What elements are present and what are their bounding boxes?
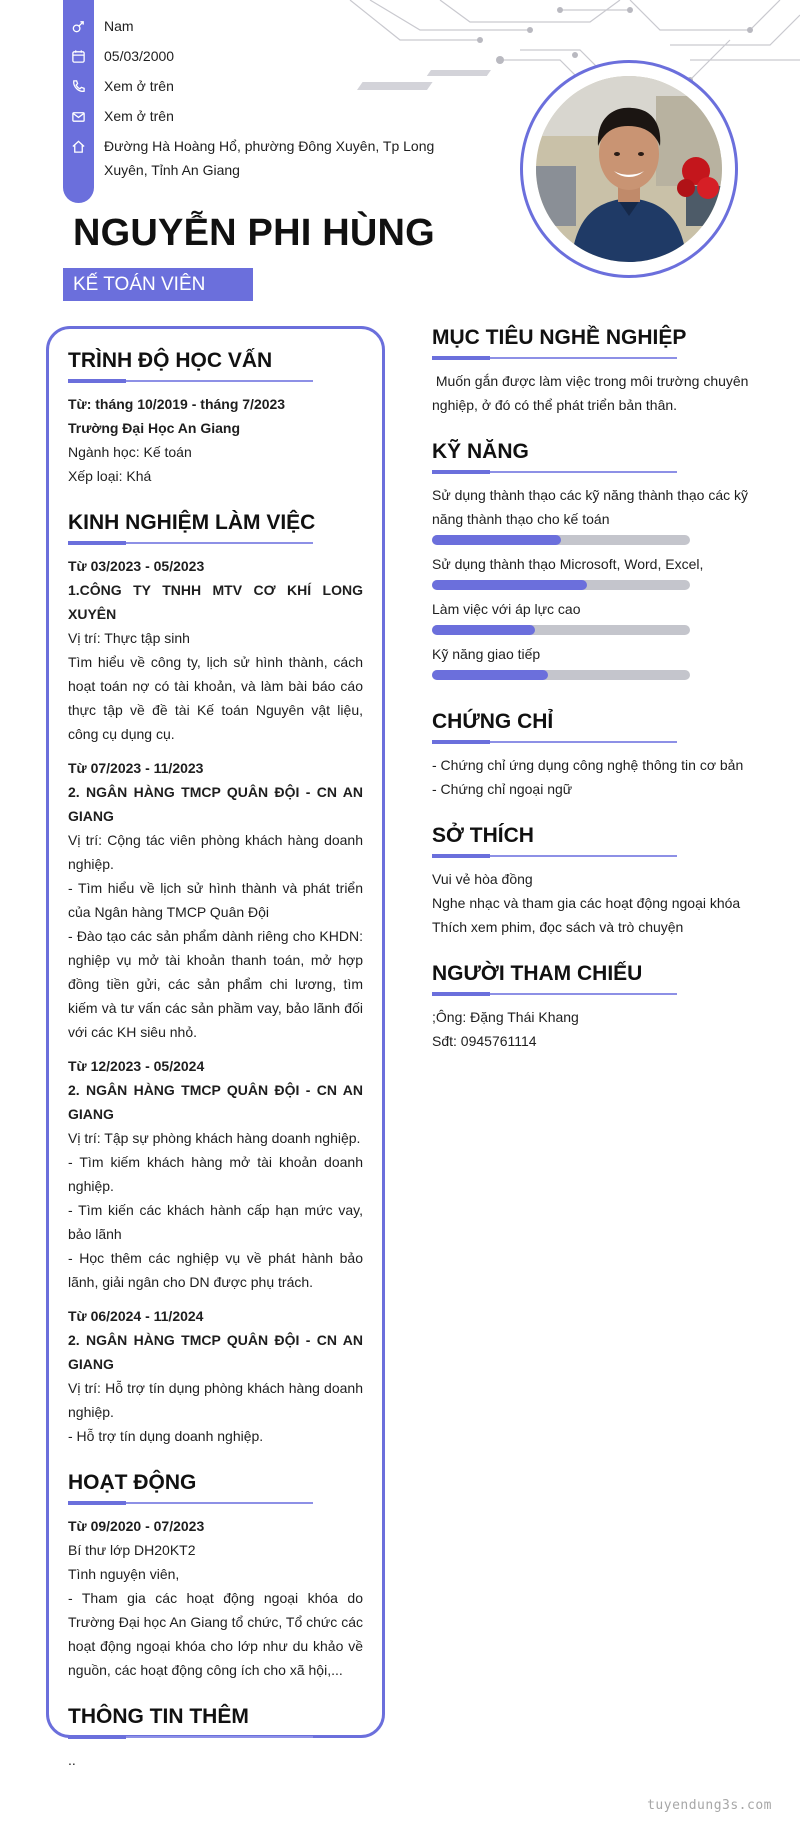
address-row [63, 134, 483, 182]
experience-line: Vị trí: Thực tập sinh [68, 630, 190, 646]
experience-line: Vị trí: Tập sự phòng khách hàng doanh nghiệp. [68, 1130, 361, 1146]
gender-icon [63, 14, 94, 38]
section-underline [432, 471, 677, 473]
certificate-item: - Chứng chỉ ngoại ngữ [432, 781, 573, 797]
activities-period: Từ 09/2020 - 07/2023 [68, 1518, 205, 1534]
activities-line: - Tham gia các hoạt động ngoại khóa do Trường Đại học An Giang tổ chức, Tổ chức các hoạt động ngoại khóa cho lớp như du khảo về nguồn, các hoạt động công ích cho xã hội,... [68, 1590, 363, 1678]
experience-line: Vị trí: Hỗ trợ tín dụng phòng khách hàng doanh nghiệp. [68, 1380, 363, 1420]
hobbies-title: SỞ THÍCH [432, 824, 534, 847]
experience-line: - Tìm kiến các khách hành cấp hạn mức vay, bảo lãnh [68, 1202, 363, 1242]
experience-section [68, 508, 363, 1448]
education-title: TRÌNH ĐỘ HỌC VẤN [68, 349, 273, 372]
skill-bar [432, 670, 690, 680]
birthdate-text: 05/03/2000 [104, 48, 175, 64]
skill-bar [432, 535, 690, 545]
section-underline [432, 357, 677, 359]
address-text: Đường Hà Hoàng Hổ, phường Đông Xuyên, Tp Long Xuyên, Tỉnh An Giang [104, 138, 435, 178]
experience-entry [68, 756, 363, 1044]
birthdate-row [63, 44, 483, 74]
skill-bar-fill [432, 535, 561, 545]
experience-entry [68, 554, 363, 746]
experience-entry [68, 1054, 363, 1294]
phone-icon [63, 74, 94, 98]
section-underline [432, 741, 677, 743]
personal-info-list [63, 14, 483, 182]
reference-item: ;Ông: Đặng Thái Khang [432, 1009, 579, 1025]
certificates-section [432, 707, 762, 801]
experience-line: - Đào tạo các sản phẩm dành riêng cho KHDN: nghiệp vụ mở tài khoản thanh toán, mở hợp đồng tiền gửi, các sản phẩm chi lương, tìm kiếm và tư vấn các sản phầm vay, bảo lãnh đối với các KH siêu nhỏ. [68, 928, 363, 1040]
experience-line: Vị trí: Cộng tác viên phòng khách hàng doanh nghiệp. [68, 832, 363, 872]
section-underline [68, 1502, 313, 1504]
gender-text: Nam [104, 18, 134, 34]
mail-icon [63, 104, 94, 128]
certificate-item: - Chứng chỉ ứng dụng công nghệ thông tin cơ bản [432, 757, 744, 773]
phone-text: Xem ở trên [104, 78, 174, 94]
section-underline [432, 993, 677, 995]
email-row [63, 104, 483, 134]
skill-item [432, 483, 762, 545]
skill-bar [432, 580, 690, 590]
education-period: Từ: tháng 10/2019 - tháng 7/2023 [68, 396, 286, 412]
education-school: Trường Đại Học An Giang [68, 420, 241, 436]
experience-company: 2. NGÂN HÀNG TMCP QUÂN ĐỘI - CN AN GIANG [68, 1332, 363, 1372]
skill-label: Làm việc với áp lực cao [432, 601, 581, 617]
avatar [536, 76, 722, 262]
experience-line: - Tìm hiểu về lịch sử hình thành và phát triển của Ngân hàng TMCP Quân Đội [68, 880, 363, 920]
skill-item [432, 597, 762, 635]
gender-row [63, 14, 483, 44]
reference-item: Sđt: 0945761114 [432, 1033, 537, 1049]
experience-line: - Hỗ trợ tín dụng doanh nghiệp. [68, 1428, 264, 1444]
phone-row [63, 74, 483, 104]
candidate-name: NGUYỄN PHI HÙNG [73, 212, 435, 254]
certificates-title: CHỨNG CHỈ [432, 710, 554, 733]
experience-period: Từ 03/2023 - 05/2023 [68, 558, 205, 574]
experience-title: KINH NGHIỆM LÀM VIỆC [68, 511, 316, 534]
references-section [432, 959, 762, 1053]
experience-period: Từ 06/2024 - 11/2024 [68, 1308, 204, 1324]
experience-period: Từ 07/2023 - 11/2023 [68, 760, 204, 776]
email-text: Xem ở trên [104, 108, 174, 124]
skill-label: Sử dụng thành thạo Microsoft, Word, Excel, [432, 556, 704, 572]
hobbies-section [432, 821, 762, 939]
skill-bar [432, 625, 690, 635]
education-section [68, 346, 363, 488]
experience-entry [68, 1304, 363, 1448]
skill-item [432, 552, 762, 590]
section-underline [68, 1736, 313, 1738]
activities-line: Tình nguyện viên, [68, 1566, 180, 1582]
left-column [68, 346, 363, 1772]
additional-info-title: THÔNG TIN THÊM [68, 1705, 249, 1728]
skill-label: Kỹ năng giao tiếp [432, 646, 541, 662]
skills-section [432, 437, 762, 680]
job-title-badge: KẾ TOÁN VIÊN [63, 268, 253, 301]
home-icon [63, 134, 94, 158]
calendar-icon [63, 44, 94, 68]
skill-bar-fill [432, 625, 535, 635]
objective-text: Muốn gắn được làm việc trong môi trường chuyên nghiệp, ở đó có thể phát triển bản thân. [432, 373, 753, 413]
additional-info-section [68, 1702, 363, 1772]
objective-section [432, 323, 762, 417]
activities-line: Bí thư lớp DH20KT2 [68, 1542, 196, 1558]
section-underline [68, 380, 313, 382]
watermark: tuyendung3s.com [647, 1798, 772, 1813]
hobby-item: Vui vẻ hòa đồng [432, 871, 533, 887]
experience-period: Từ 12/2023 - 05/2024 [68, 1058, 205, 1074]
education-grade: Xếp loại: Khá [68, 468, 152, 484]
additional-info-text: .. [68, 1752, 76, 1768]
experience-company: 1.CÔNG TY TNHH MTV CƠ KHÍ LONG XUYÊN [68, 582, 363, 622]
experience-line: - Tìm kiếm khách hàng mở tài khoản doanh nghiệp. [68, 1154, 363, 1194]
references-title: NGƯỜI THAM CHIẾU [432, 962, 643, 985]
hobby-item: Nghe nhạc và tham gia các hoạt động ngoại khóa [432, 895, 741, 911]
avatar-frame [520, 60, 738, 278]
skill-label: Sử dụng thành thạo các kỹ năng thành thạo các kỹ năng thành thạo cho kế toán [432, 487, 749, 527]
skill-item [432, 642, 762, 680]
skill-bar-fill [432, 670, 548, 680]
activities-section [68, 1468, 363, 1682]
right-column [432, 323, 762, 1053]
skill-bar-fill [432, 580, 587, 590]
activities-title: HOẠT ĐỘNG [68, 1471, 197, 1494]
experience-company: 2. NGÂN HÀNG TMCP QUÂN ĐỘI - CN AN GIANG [68, 1082, 363, 1122]
experience-line: Tìm hiểu về công ty, lịch sử hình thành, cách hoạt toán nợ có tài khoản, và làm bài báo cáo thực tập về đề tài Kế toán Nguyên vật liệu, công cụ dụng cụ. [68, 654, 363, 742]
education-major: Ngành học: Kế toán [68, 444, 192, 460]
objective-title: MỤC TIÊU NGHỀ NGHIỆP [432, 326, 687, 349]
skills-title: KỸ NĂNG [432, 440, 529, 463]
section-underline [68, 542, 313, 544]
section-underline [432, 855, 677, 857]
experience-line: - Học thêm các nghiệp vụ về phát hành bảo lãnh, giải ngân cho DN được phụ trách. [68, 1250, 363, 1290]
experience-company: 2. NGÂN HÀNG TMCP QUÂN ĐỘI - CN AN GIANG [68, 784, 363, 824]
hobby-item: Thích xem phim, đọc sách và trò chuyện [432, 919, 684, 935]
